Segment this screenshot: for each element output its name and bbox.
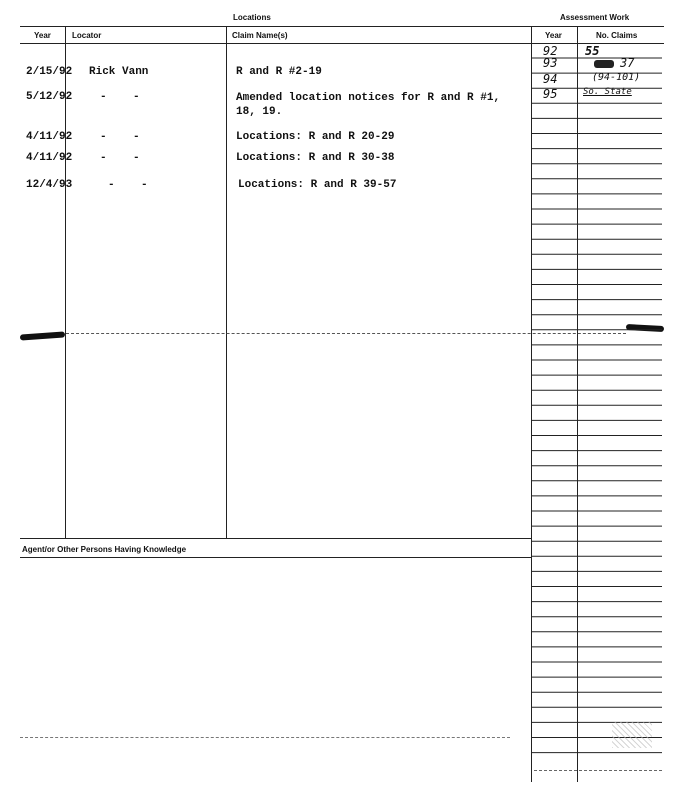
column-header-claim-names: Claim Name(s) (232, 31, 288, 40)
agent-section-bottom-rule (20, 557, 531, 558)
assessment-claims: So. State (583, 87, 632, 97)
entry-locator: - - (108, 179, 148, 191)
agent-section-faint-line (20, 737, 510, 738)
entry-year: 12/4/93 (26, 179, 73, 191)
agent-section-top-rule (20, 538, 531, 539)
bottom-faint-line (534, 770, 662, 771)
column-header-no-claims: No. Claims (596, 31, 638, 40)
divider-locator-claims (226, 26, 227, 538)
scan-noise (612, 722, 652, 748)
assessment-claims: 37 (620, 56, 635, 70)
scribble-mark (594, 60, 614, 68)
column-header-locator: Locator (72, 31, 102, 40)
assessment-work-title: Assessment Work (560, 13, 630, 22)
entry-locator: - - (100, 91, 140, 103)
entry-year: 5/12/92 (26, 91, 73, 103)
assessment-lines-svg (531, 0, 662, 810)
entry-claims: Locations: R and R 30-38 (236, 152, 395, 164)
assessment-claims: 55 (585, 44, 600, 58)
entry-claims: Locations: R and R 20-29 (236, 131, 395, 143)
entry-locator: Rick Vann (89, 66, 149, 78)
entry-year: 2/15/92 (26, 66, 73, 78)
locations-title: Locations (233, 13, 271, 22)
assessment-year: 95 (543, 87, 558, 101)
assessment-year: 92 (543, 44, 558, 58)
column-header-assessment-year: Year (545, 31, 562, 40)
agent-section-label: Agent/or Other Persons Having Knowledge (22, 545, 187, 554)
entry-year: 4/11/92 (26, 131, 73, 143)
entry-claims: Locations: R and R 39-57 (238, 179, 397, 191)
entry-locator: - - (100, 152, 140, 164)
assessment-year: 94 (543, 72, 558, 86)
scan-mark-left (20, 331, 65, 340)
entry-year: 4/11/92 (26, 152, 73, 164)
entry-claims: R and R #2-19 (236, 66, 322, 78)
entry-claims: Amended location notices for R and R #1, 18, 19. (236, 92, 501, 118)
column-header-year: Year (34, 31, 51, 40)
assessment-year: 93 (543, 56, 558, 70)
assessment-claims: (94-101) (592, 72, 641, 83)
entry-locator: - - (100, 131, 140, 143)
assessment-ruled-lines (531, 0, 662, 810)
